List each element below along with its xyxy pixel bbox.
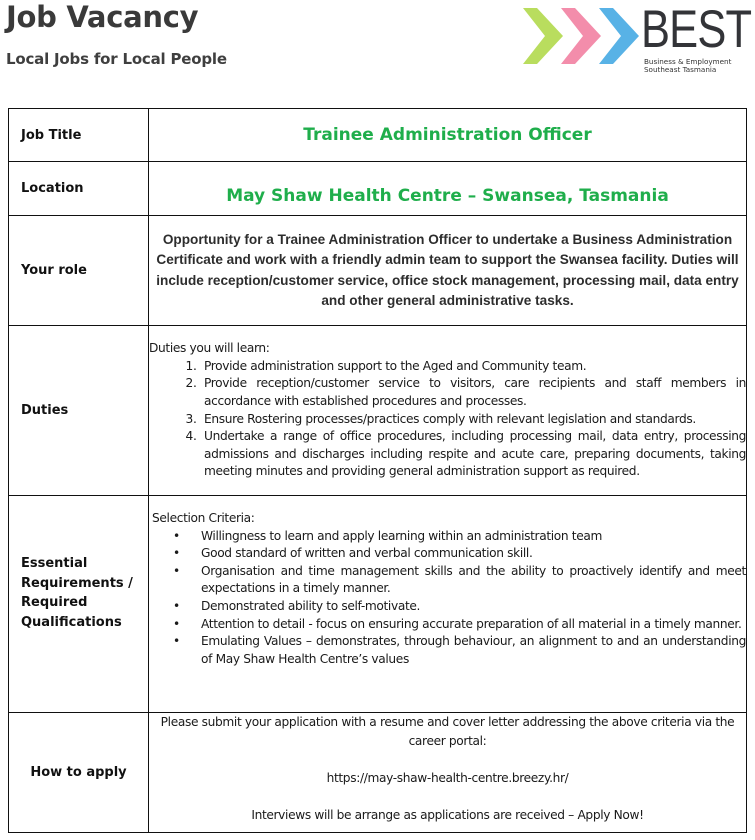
requirement-item: • Organisation and time management skills and the ability to proactively identify and meet expectations in a timely manner. [201,563,746,598]
requirement-item: • Good standard of written and verbal communication skill. [201,545,746,563]
requirement-item: • Attention to detail - focus on ensuring accurate preparation of all material in a timely manner. [201,616,746,634]
chevron-green-icon [523,8,563,64]
requirements-list [149,528,746,669]
triple-chevron-icon [523,5,645,67]
requirements-content [149,496,747,713]
duty-item: 4. Undertake a range of office procedures, including processing mail, data entry, processing admissions and discharges including respite and acute care, preparing documents, taking meeting minutes and providing general administration support as required. [200,428,746,481]
your-role-label: Your role [9,216,149,326]
how-to-apply-content [149,713,747,833]
vacancy-table [8,108,747,833]
duties-label: Duties [9,326,149,496]
duties-list [149,358,746,481]
row-job-title [9,109,747,162]
row-how-to-apply [9,713,747,833]
page-title: Job Vacancy [6,0,199,34]
best-logo [523,0,755,74]
your-role-value: Opportunity for a Trainee Administration Officer to undertake a Business Administration Certificate and work with a friendly admin team to support the Swansea facility. Duties will include reception/customer service, office stock management, processing mail, data entry and other general administrative tasks. [149,216,747,326]
how-to-apply-label: How to apply [9,713,149,833]
requirements-intro: Selection Criteria: [152,511,255,525]
row-your-role [9,216,747,326]
logo-tagline-line2: Southeast Tasmania [644,65,717,74]
location-label: Location [9,162,149,216]
career-portal-link[interactable]: https://may-shaw-health-centre.breezy.hr/ [326,770,569,785]
row-location [9,162,747,216]
duty-item: 2. Provide reception/customer service to visitors, care recipients and staff members in accordance with established procedures and processes. [200,375,746,410]
requirement-item: • Willingness to learn and apply learning within an administration team [201,528,746,546]
job-title-value: Trainee Administration Officer [149,109,747,162]
chevron-pink-icon [561,8,601,64]
job-title-label: Job Title [9,109,149,162]
location-value: May Shaw Health Centre – Swansea, Tasmania [149,162,747,216]
requirement-item: • Demonstrated ability to self-motivate. [201,598,746,616]
row-duties [9,326,747,496]
logo-tagline-line1: Business & Employment [644,57,732,66]
duty-item: 3. Ensure Rostering processes/practices comply with relevant legislation and standards. [200,411,746,429]
duties-content [149,326,747,496]
logo-tagline [644,58,731,74]
logo-wordmark: BEST [641,0,752,59]
requirements-label: Essential Requirements / Required Qualifications [9,496,149,713]
duties-intro: Duties you will learn: [149,341,270,356]
apply-closing-note: Interviews will be arrange as applications are received – Apply Now! [251,807,644,822]
apply-instructions: Please submit your application with a resume and cover letter addressing the above criteria via the career portal: [160,715,735,748]
row-requirements [9,496,747,713]
page-subtitle: Local Jobs for Local People [6,50,227,68]
duty-item: 1. Provide administration support to the Aged and Community team. [200,358,746,376]
requirement-item: • Emulating Values – demonstrates, through behaviour, an alignment to and an understanding of May Shaw Health Centre’s values [201,633,746,668]
chevron-blue-icon [599,8,639,64]
